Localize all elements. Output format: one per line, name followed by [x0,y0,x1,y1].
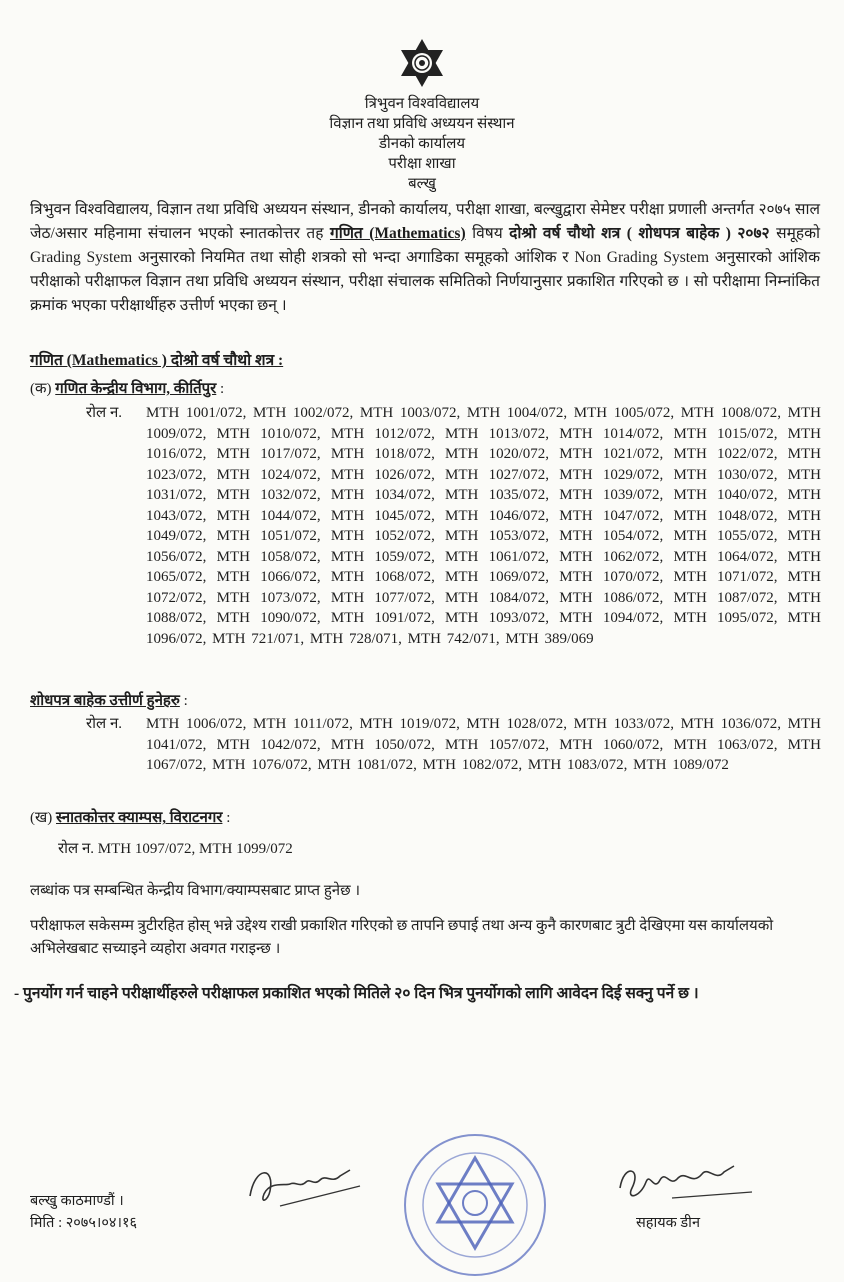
place-date-block [30,1190,137,1234]
campus-roll-numbers: MTH 1097/072, MTH 1099/072 [97,841,293,857]
thesis-title: शोधपत्र बाहेक उत्तीर्ण हुनेहरु [30,693,180,709]
intro-text-3: समूहको Grading System अनुसारको नियमित तथा सोही शत्रको सो भन्दा अगाडिका समूहको आंशिक र Non Grading System अनुसारको आंशिक परीक्षाको परीक्षाफल विज्ञान तथा प्रविधि अध्ययन संस्थान, परीक्षा संचालक समितिको निर्णयानुसार प्रकाशित गरिएको छ । सो परीक्षामा निम्नांकित क्रमांक भएका परीक्षार्थीहरु उत्तीर्ण भएका छन् । [30,225,820,314]
central-colon: : [220,381,225,397]
thesis-roll-list [86,714,821,776]
central-department-heading [30,378,224,398]
intro-semester: दोश्रो वर्ष चौथो शत्र ( शोधपत्र बाहेक ) २०७२ [509,225,770,242]
central-roll-numbers: MTH 1001/072, MTH 1002/072, MTH 1003/072, MTH 1004/072, MTH 1005/072, MTH 1008/072, MTH 1009/072, MTH 1010/072, MTH 1012/072, MTH 1013/072, MTH 1014/072, MTH 1015/072, MTH 1016/072, MTH 1017/072, MTH 1018/072, MTH 1020/072, MTH 1021/072, MTH 1022/072, MTH 1023/072, MTH 1024/072, MTH 1026/072, MTH 1027/072, MTH 1029/072, MTH 1030/072, MTH 1031/072, MTH 1032/072, MTH 1034/072, MTH 1035/072, MTH 1039/072, MTH 1040/072, MTH 1043/072, MTH 1044/072, MTH 1045/072, MTH 1046/072, MTH 1047/072, MTH 1048/072, MTH 1049/072, MTH 1051/072, MTH 1052/072, MTH 1053/072, MTH 1054/072, MTH 1055/072, MTH 1056/072, MTH 1058/072, MTH 1059/072, MTH 1061/072, MTH 1062/072, MTH 1064/072, MTH 1065/072, MTH 1066/072, MTH 1068/072, MTH 1069/072, MTH 1070/072, MTH 1071/072, MTH 1072/072, MTH 1073/072, MTH 1077/072, MTH 1084/072, MTH 1086/072, MTH 1087/072, MTH 1088/072, MTH 1090/072, MTH 1091/072, MTH 1093/072, MTH 1094/072, MTH 1095/072, MTH 1096/072, MTH 721/071, MTH 728/071, MTH 742/071, MTH 389/069 [146,405,821,647]
campus-prefix: (ख) [30,810,53,826]
intro-text-2: विषय [472,225,503,242]
institute-name: विज्ञान तथा प्रविधि अध्ययन संस्थान [329,116,515,132]
thesis-heading [30,690,188,710]
issue-date: मिति : २०७५।०४।१६ [30,1215,138,1231]
roll-label: रोल न. [86,716,123,732]
university-emblem-icon [397,38,447,88]
thesis-colon: : [183,693,188,709]
signature-right [612,1158,762,1208]
university-name: त्रिभुवन विश्वविद्यालय [364,96,480,112]
marksheet-note: लब्धांक पत्र सम्बन्धित केन्द्रीय विभाग/क्याम्पसबाट प्राप्त हुनेछ । [30,883,361,899]
office-location: बल्खु [408,176,436,192]
thesis-roll-numbers: MTH 1006/072, MTH 1011/072, MTH 1019/072, MTH 1028/072, MTH 1033/072, MTH 1036/072, MTH 1041/072, MTH 1042/072, MTH 1050/072, MTH 1057/072, MTH 1060/072, MTH 1063/072, MTH 1067/072, MTH 1076/072, MTH 1081/072, MTH 1082/072, MTH 1083/072, MTH 1089/072 [146,716,821,773]
dean-office: डीनको कार्यालय [378,136,466,152]
retotaling-notice: - पुनर्योग गर्न चाहने परीक्षार्थीहरुले परीक्षाफल प्रकाशित भएको मितिले २० दिन भित्र पुनर्योगको लागि आवेदन दिई सक्नु पर्ने छ । [14,985,699,1002]
signatory-title: सहायक डीन [636,1215,700,1231]
place: बल्खु काठमाण्डौं । [30,1193,124,1209]
intro-paragraph [30,198,820,318]
central-roll-list [86,403,821,649]
exam-section: परीक्षा शाखा [388,156,456,172]
roll-label: रोल न. [86,405,123,421]
error-disclaimer: परीक्षाफल सकेसम्म त्रुटीरहित होस् भन्ने उद्देश्य राखी प्रकाशित गरिएको छ तापनि छपाई तथा अन्य कुनै कारणबाट त्रुटी देखिएमा यस कार्यालयको अभिलेखबाट सच्याइने व्यहोरा अवगत गराइन्छ । [30,918,774,957]
intro-subject: गणित (Mathematics) [329,225,466,242]
intro-text-1: त्रिभुवन विश्वविद्यालय, विज्ञान तथा प्रविधि अध्ययन संस्थान, डीनको कार्यालय, परीक्षा शाखा, बल्खुद्वारा सेमेष्टर परीक्षा प्रणाली अन्तर्गत २०७५ साल जेठ/असार महिनामा संचालन भएको स्नातकोत्तर तह [30,201,820,242]
central-department-name: गणित केन्द्रीय विभाग, कीर्तिपुर [55,381,217,397]
office-header [0,94,844,194]
roll-label: रोल न. [58,841,95,857]
section-title: गणित (Mathematics ) दोश्रो वर्ष चौथो शत्र : [30,352,284,369]
official-seal-icon [400,1130,550,1280]
central-prefix: (क) [30,381,52,397]
campus-name: स्नातकोत्तर क्याम्पस, विराटनगर [56,810,223,826]
campus-heading [30,807,230,827]
signature-left [240,1156,370,1216]
campus-roll-list [58,838,293,858]
campus-colon: : [226,810,231,826]
